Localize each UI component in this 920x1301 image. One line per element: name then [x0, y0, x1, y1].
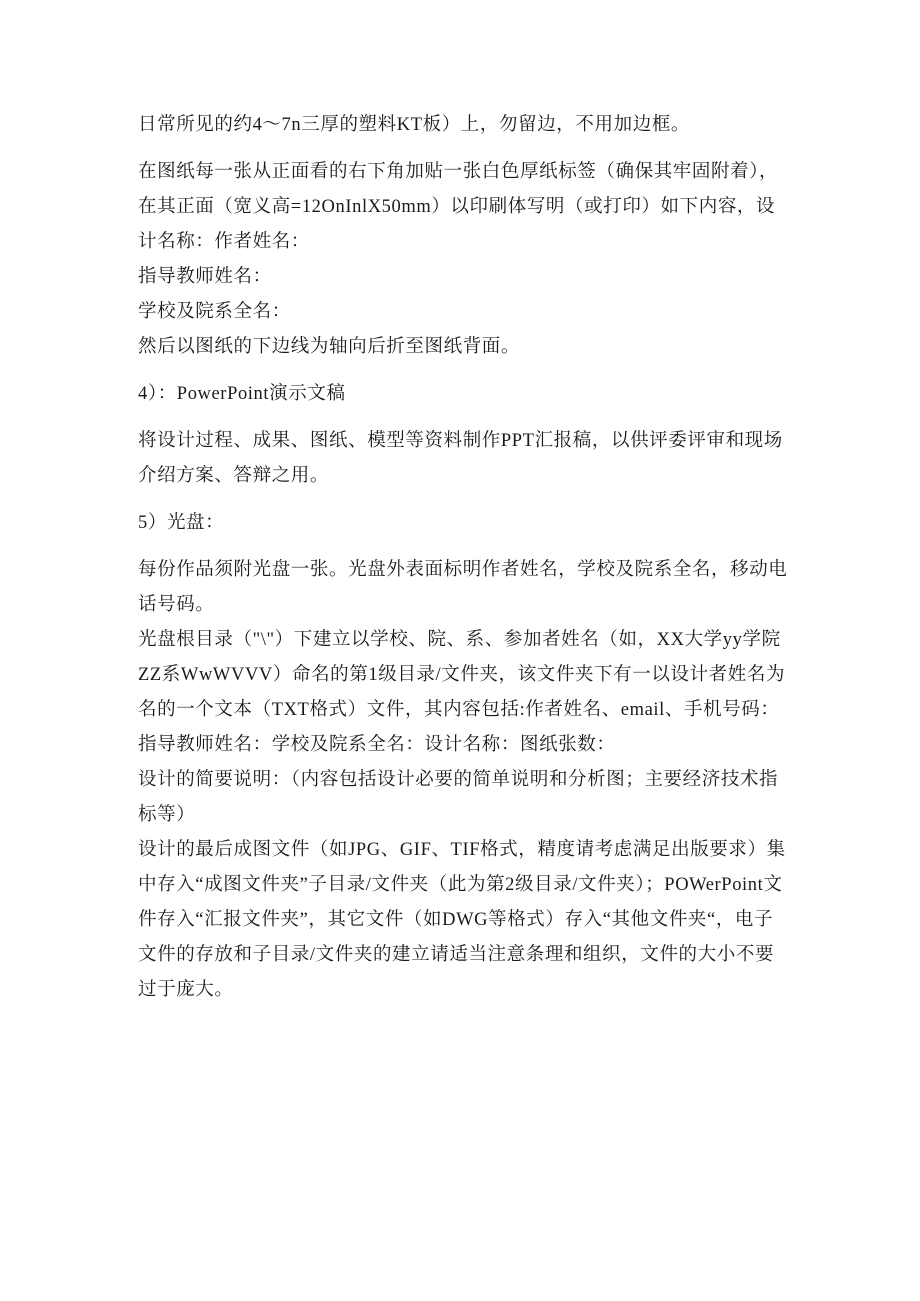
heading-powerpoint: 4）：PowerPoint演示文稿 — [138, 384, 346, 404]
paragraph-ppt-description: 将设计过程、成果、图纸、模型等资料制作PPT汇报稿，以供评委评审和现场介绍方案、答辩之用。 — [138, 431, 783, 486]
paragraph-school-name: 学校及院系全名： — [138, 302, 291, 322]
paragraph-fold-instructions: 然后以图纸的下边线为轴向后折至图纸背面。 — [138, 337, 521, 357]
document-page — [138, 108, 788, 1008]
paragraph-advisor-name: 指导教师姓名： — [138, 267, 272, 287]
paragraph-kt-board: 日常所见的约4～7n三厚的塑料KT板）上，勿留边，不用加边框。 — [138, 115, 691, 135]
paragraph-label-instructions: 在图纸每一张从正面看的右下角加贴一张白色厚纸标签（确保其牢固附着），在其正面（宽义高=12OnInlX50mm）以印刷体写明（或打印）如下内容，设计名称：作者姓名： — [138, 162, 779, 252]
heading-disc: 5）光盘： — [138, 513, 225, 533]
paragraph-design-summary: 设计的简要说明：（内容包括设计必要的简单说明和分析图；主要经济技术指标等） — [138, 770, 779, 825]
paragraph-disc-label: 每份作品须附光盘一张。光盘外表面标明作者姓名，学校及院系全名，移动电话号码。 — [138, 560, 788, 615]
paragraph-final-files: 设计的最后成图文件（如JPG、GIF、TIF格式，精度请考虑满足出版要求）集中存入“成图文件夹”子目录/文件夹（此为第2级目录/文件夹）；POWerPoint文件存入“汇报文件夹”，其它文件（如DWG等格式）存入“其他文件夹“，电子文件的存放和子目录/文件夹的建立请适当注意条理和组织，文件的大小不要过于庞大。 — [138, 840, 786, 1000]
paragraph-disc-directory: 光盘根目录（"\"）下建立以学校、院、系、参加者姓名（如，XX大学yy学院ZZ系WwWVVV）命名的第1级目录/文件夹，该文件夹下有一以设计者姓名为名的一个文本（TXT格式）文件，其内容包括:作者姓名、email、手机号码：指导教师姓名：学校及院系全名：设计名称：图纸张数： — [138, 630, 786, 755]
